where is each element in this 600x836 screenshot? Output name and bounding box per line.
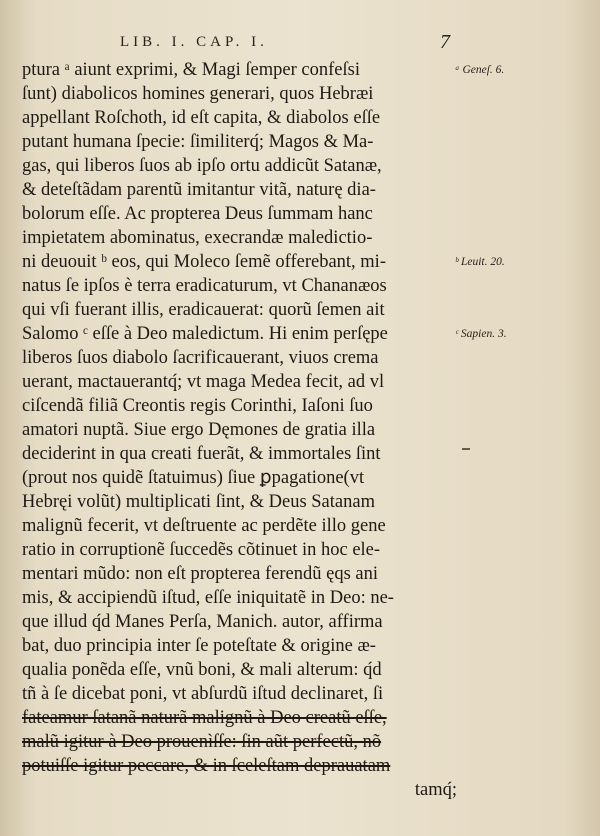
main-text-block (22, 58, 467, 802)
text-line: deciderint in qua creati fuerãt, & immortales ſint (22, 444, 381, 464)
running-title: LIB. I. CAP. I. (120, 34, 268, 50)
text-line: & deteſtãdam parentũ imitantur vitã, naturę dia- (22, 180, 376, 200)
text-line: bolorum eſſe. Ac propterea Deus ſummam hanc (22, 204, 373, 224)
text-line: putant humana ſpecie: ſimiliterq́; Magos & Ma- (22, 132, 374, 152)
text-line: fateamur ſatanã naturã malignũ à Deo creatũ eſſe, (22, 708, 387, 728)
text-line: ptura ᵃ aiunt exprimi, & Magi ſemper confeſsi (22, 60, 360, 80)
text-line: mentari mũdo: non eſt propterea ferendũ ęqs ani (22, 564, 378, 584)
page-number: 7 (440, 31, 450, 53)
text-line: gas, qui liberos ſuos ab ipſo ortu addicũt Satanæ, (22, 156, 382, 176)
text-line: potuiſſe igitur peccare, & in ſceleſtam deprauatam (22, 756, 391, 776)
ink-mark (462, 448, 470, 450)
margin-note: ᶜ Sapien. 3. (455, 328, 507, 340)
text-line: bat, duo principia inter ſe poteſtate & origine æ- (22, 636, 376, 656)
text-line: impietatem abominatus, execrandæ maledictio- (22, 228, 373, 248)
catchword: tamq́; (414, 780, 457, 800)
text-line: malignũ fecerit, vt deſtruente ac perdẽte illo gene (22, 516, 386, 536)
text-line: que illud q́d Manes Perſa, Manich. autor, affirma (22, 612, 383, 632)
text-line: Hebręi volũt) multiplicati ſint, & Deus Satanam (22, 492, 375, 512)
text-line: ſunt) diabolicos homines generari, quos Hebræi (22, 84, 374, 104)
margin-note: ᵃ Geneſ. 6. (455, 64, 505, 76)
text-line: mis, & accipiendũ iſtud, eſſe iniquitatẽ in Deo: ne- (22, 588, 394, 608)
text-line: tñ à ſe dicebat poni, vt abſurdũ iſtud declinaret, ſi (22, 684, 384, 704)
text-line: amatori nuptã. Siue ergo Dęmones de gratia illa (22, 420, 376, 440)
running-head (0, 31, 600, 58)
text-line: qui vſi fuerant illis, eradicauerat: quorũ ſemen ait (22, 300, 385, 320)
text-line: liberos ſuos diabolo ſacrificauerant, viuos crema (22, 348, 379, 368)
margin-note: ᵇ Leuit. 20. (455, 256, 505, 268)
text-line: uerant, mactauerantq́; vt maga Medea fecit, ad vl (22, 372, 385, 392)
text-line: natus ſe ipſos è terra eradicaturum, vt Chananæos (22, 276, 387, 296)
text-line: qualia ponẽda eſſe, vnũ boni, & mali alterum: q́d (22, 660, 382, 680)
text-line: appellant Roſchoth, id eſt capita, & diabolos eſſe (22, 108, 381, 128)
text-line: ciſcendã filiã Creontis regis Corinthi, Iaſoni ſuo (22, 396, 373, 416)
text-line: (prout nos quidẽ ſtatuimus) ſiue ꝑpagatione(vt (22, 468, 365, 488)
text-line: ni deuouit ᵇ eos, qui Moleco ſemẽ offerebant, mi- (22, 252, 386, 272)
text-line: Salomo ᶜ eſſe à Deo maledictum. Hi enim perſępe (22, 324, 388, 344)
text-line: malũ igitur à Deo prouenìſſe: ſin aũt perfectũ, nõ (22, 732, 382, 752)
text-line: ratio in corruptionẽ ſuccedẽs cõtinuet in hoc ele- (22, 540, 381, 560)
